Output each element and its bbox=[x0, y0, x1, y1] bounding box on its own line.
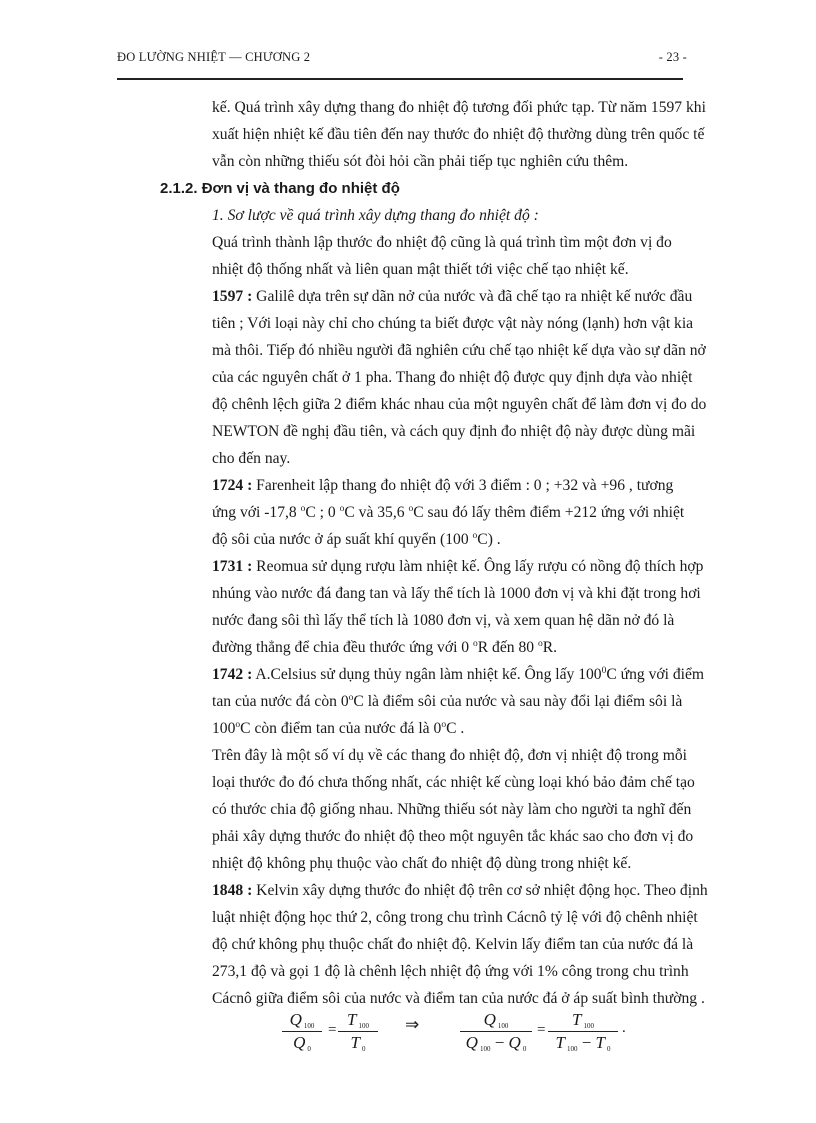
text-line: độ chứ không phụ thuộc chất đo nhiệt độ. Kelvin lấy điểm tan của nước đá là bbox=[212, 936, 694, 953]
equals-sign: = bbox=[328, 1022, 337, 1038]
text-line: độ sôi của nước ở áp suất khí quyển (100 $^o$C) . bbox=[212, 531, 501, 548]
text-line: luật nhiệt động học thứ 2, công trong chu trình Cácnô tỷ lệ với độ chênh nhiệt bbox=[212, 909, 698, 926]
implies-arrow: ⇒ bbox=[405, 1015, 420, 1034]
year-label: 1731 : bbox=[212, 558, 253, 575]
text-line: tiên ; Với loại này chỉ cho chúng ta biết được vật này nóng (lạnh) hơn vật kia bbox=[212, 315, 694, 332]
fraction-q100-q0: Q 100 Q 0 bbox=[282, 1010, 322, 1053]
year-label: 1848 : bbox=[212, 882, 253, 899]
text-line: nhúng vào nước đá đang tan và lấy thể tích là 1000 đơn vị và khi đặt trong hơi bbox=[212, 585, 701, 602]
text-line: NEWTON đề nghị đầu tiên, và cách quy định đo nhiệt độ này được dùng mãi bbox=[212, 423, 696, 440]
text-line: Quá trình thành lập thước đo nhiệt độ cũng là quá trình tìm một đơn vị đo bbox=[212, 234, 672, 251]
text-line: 273,1 độ và gọi 1 độ là chênh lệch nhiệt độ ứng với 1% công trong chu trình bbox=[212, 963, 689, 980]
year-label: 1742 : bbox=[212, 666, 253, 683]
text-line: đường thẳng để chia đều thước ứng với 0 $^o$R đến 80 $^o$R. bbox=[212, 639, 558, 656]
text-line: tan của nước đá còn 0$^o$C là điểm sôi của nước và sau này đổi lại điểm sôi là bbox=[212, 693, 683, 710]
text-line: 1597 : Galilê dựa trên sự dãn nở của nước và đã chế tạo ra nhiệt kế nước đầu bbox=[212, 288, 693, 305]
text-line: của các nguyên chất ở 1 pha. Thang đo nhiệt độ được quy định dựa vào nhiệt bbox=[212, 369, 693, 386]
document-body bbox=[160, 94, 708, 1012]
text-line: 1731 : Reomua sử dụng rượu làm nhiệt kế. Ông lấy rượu có nồng độ thích hợp bbox=[212, 558, 704, 575]
page-number: - 23 - bbox=[658, 50, 687, 64]
fraction-q100-over-diff: Q 100 Q 100 − Q 0 bbox=[460, 1010, 532, 1053]
text-line: Trên đây là một số ví dụ về các thang đo nhiệt độ, đơn vị nhiệt độ trong mỗi bbox=[212, 747, 687, 764]
text-line: độ chênh lệch giữa 2 điểm khác nhau của một nguyên chất để làm đơn vị đo do bbox=[212, 396, 707, 413]
section-subheading: 1. Sơ lược về quá trình xây dựng thang đo nhiệt độ : bbox=[212, 207, 539, 224]
text-line: 1724 : Farenheit lập thang đo nhiệt độ với 3 điểm : 0 ; +32 và +96 , tương bbox=[212, 477, 674, 494]
text-line: vẫn còn những thiếu sót đòi hỏi cần phải tiếp tục nghiên cứu thêm. bbox=[212, 153, 629, 170]
text-line: cho đến nay. bbox=[212, 450, 291, 467]
year-label: 1597 : bbox=[212, 288, 253, 305]
equals-sign: = bbox=[537, 1022, 546, 1038]
text-line: 1742 : A.Celsius sử dụng thủy ngân làm nhiệt kế. Ông lấy $100^0C$ ứng với điểm bbox=[212, 666, 705, 683]
section-heading: 2.1.2. Đơn vị và thang đo nhiệt độ bbox=[160, 180, 400, 197]
text-line: xuất hiện nhiệt kế đầu tiên đến nay thước đo nhiệt độ thường dùng trên quốc tế bbox=[212, 126, 705, 143]
text-line: nhiệt độ không phụ thuộc vào chất đo nhiệt độ dùng trong nhiệt kế. bbox=[212, 855, 632, 872]
text-line: phải xây dựng thước đo nhiệt độ theo một nguyên tắc khác sao cho đơn vị đo bbox=[212, 828, 694, 845]
text-line: có thước chia độ giống nhau. Những thiếu sót này làm cho người ta nghĩ đến bbox=[212, 801, 692, 818]
text-line: nhiệt độ thống nhất và liên quan mật thiết tới việc chế tạo nhiệt kế. bbox=[212, 261, 629, 278]
text-line: 100$^o$C còn điểm tan của nước đá là 0$^o$C . bbox=[212, 720, 465, 737]
text-line: 1848 : Kelvin xây dựng thước đo nhiệt độ trên cơ sở nhiệt động học. Theo định bbox=[212, 882, 708, 899]
fraction-t100-t0: T 100 T 0 bbox=[338, 1010, 378, 1053]
period: . bbox=[622, 1020, 626, 1036]
text-line: mà thôi. Tiếp đó nhiều người đã nghiên cứu chế tạo nhiệt kế dựa vào sự dãn nở bbox=[212, 342, 706, 359]
page-header bbox=[117, 48, 687, 68]
text-line: loại thước đo đó chưa thống nhất, các nhiệt kế cùng loại khó bảo đảm chế tạo bbox=[212, 774, 695, 791]
text-line: kế. Quá trình xây dựng thang đo nhiệt độ tương đối phức tạp. Từ năm 1597 khi bbox=[212, 99, 706, 116]
header-title: ĐO LƯỜNG NHIỆT — CHƯƠNG 2 bbox=[117, 50, 311, 64]
text-line: Cácnô giữa điểm sôi của nước và điểm tan của nước đá ở áp suất bình thường . bbox=[212, 990, 705, 1007]
header-rule bbox=[117, 78, 683, 80]
text-line: nước đang sôi thì lấy thể tích là 1080 đơn vị, và xem quan hệ dãn nở đó là bbox=[212, 612, 675, 629]
text-line: ứng với -17,8 $^o$C ; 0 $^o$C và 35,6 $^o$C sau đó lấy thêm điểm +212 ứng với nhiệt bbox=[212, 504, 685, 521]
year-label: 1724 : bbox=[212, 477, 253, 494]
fraction-t100-over-diff: T 100 T 100 − T 0 bbox=[548, 1010, 618, 1053]
